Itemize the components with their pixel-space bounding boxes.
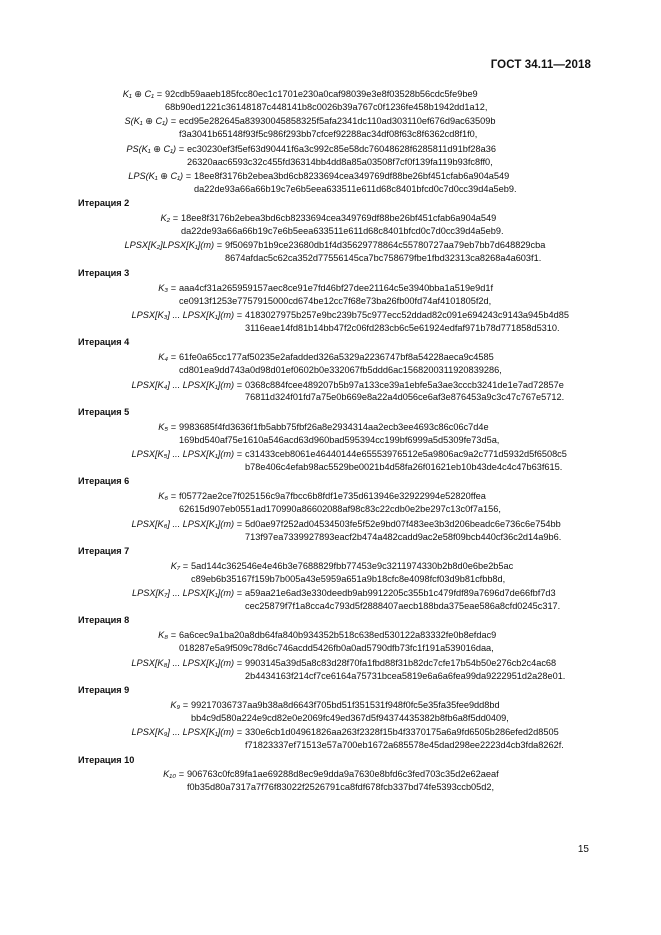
entry-value-line-2: f0b35d80a7317a7f76f83022f2526791ca8fdf678fcb337bd74fe5393ccb05d2, bbox=[187, 782, 495, 793]
entry-value-line-1: 99217036737aa9b38a8d6643f705bd51f351531f948f0fc5e35fa35fee9dd8bd bbox=[191, 699, 500, 710]
entry-label: LPSX[K₄] ... LPSX[K₁](m) = bbox=[131, 379, 242, 390]
entry-value-line-2: 3116eae14fd81b14bb47f2c06fd283cb6c5e61924edfaf971b78d771858d5310. bbox=[245, 322, 560, 333]
hash-entry bbox=[78, 239, 583, 265]
hash-entry bbox=[78, 170, 583, 196]
entry-value-line-2: 68b90ed1221c36148187c448141b8c0026b39a767c0f1236fe458b1942dd1a12, bbox=[165, 101, 488, 112]
hash-entry bbox=[78, 587, 583, 613]
entry-value-line-2: c89eb6b35167f159b7b005a43e5959a651a9b18cfc8e4098fcf03d9b81cfbb8d, bbox=[191, 573, 506, 584]
entry-label: LPSX[K₉] ... LPSX[K₁](m) = bbox=[131, 727, 242, 738]
hash-entry bbox=[78, 768, 583, 794]
entry-value-line-1: aaa4cf31a265959157aec8ce91e7fd46bf27dee21164c5e3940bba1a519e9d1f bbox=[179, 282, 494, 293]
entry-value-line-2: ce0913f1253e7757915000cd674be12cc7f68e73ba26fb00fd74af4101805f2d, bbox=[179, 295, 492, 306]
entry-value-line-2: 62615d907eb0551ad170990a86602088af98c83c22cdb0e2be297c13c0f7a156, bbox=[179, 504, 501, 515]
page-number: 15 bbox=[577, 844, 589, 855]
hash-entry bbox=[78, 518, 583, 544]
entry-value-line-2: b78e406c4efab98ac5529be0021b4d58fa26f01621eb10b43de4c4c47b63f615. bbox=[245, 461, 563, 472]
entry-value-line-1: f05772ae2ce7f025156c9a7fbcc6b8fdf1e735d613946e32922994e52820ffea bbox=[179, 491, 486, 502]
entry-label: K₇ = bbox=[170, 560, 188, 571]
entry-value-line-1: 6a6cec9a1ba20a8db64fa840b934352b518c638ed530122a83332fe0b8efdac9 bbox=[179, 630, 497, 641]
iteration-heading: Итерация 9 bbox=[78, 684, 130, 695]
entry-label: K₁ ⊕ C₁ = bbox=[122, 89, 162, 99]
hash-entry bbox=[78, 448, 583, 474]
iteration-heading: Итерация 4 bbox=[78, 337, 130, 348]
entry-value-line-2: 26320aac6593c32c455fd36314bb4dd8a85a03508f7cf0f139fa119b93fc8ff0, bbox=[187, 156, 493, 167]
entry-value-line-1: ec30230ef3f5ef63d90441f6a3c992c85e58dc76048628f6285811d91bf28a36 bbox=[187, 143, 496, 154]
iteration-heading: Итерация 10 bbox=[78, 754, 135, 765]
hash-entry bbox=[78, 88, 583, 114]
entry-value-line-1: 18ee8f3176b2ebea3bd6cb8233694cea349769df88be26bf451cfab6a904a549 bbox=[181, 213, 497, 224]
document-content bbox=[78, 88, 583, 796]
entry-label: LPSX[K₆] ... LPSX[K₁](m) = bbox=[131, 518, 242, 529]
hash-entry bbox=[78, 699, 583, 725]
hash-entry bbox=[78, 421, 583, 447]
entry-value-line-2: f3a3041b65148f93f5c986f293bb7cfcef92288ac34df08f63c8f6362cd8f1f0, bbox=[179, 129, 478, 140]
entry-label: K₁₀ = bbox=[163, 769, 184, 780]
iteration-heading: Итерация 5 bbox=[78, 406, 130, 417]
entry-label: K₆ = bbox=[158, 491, 176, 502]
entry-label: K₉ = bbox=[170, 699, 188, 710]
entry-value-line-1: 5ad144c362546e4e46b3e7688829fbb77453e9c3211974330b2b8d0e6be2b5ac bbox=[191, 560, 514, 571]
entry-label: K₂ = bbox=[160, 213, 178, 224]
iteration-heading: Итерация 6 bbox=[78, 476, 130, 487]
entry-value-line-1: 330e6cb1d04961826aa263f2328f15b4f3370175a6a9fd6505b286efed2d8505 bbox=[245, 727, 559, 738]
entry-value-line-1: 92cdb59aaeb185fcc80ec1c1701e230a0caf98039e3e8f03528b56cdc5fe9be9 bbox=[165, 89, 478, 99]
hash-entry bbox=[78, 490, 583, 516]
entry-value-line-1: a59aa21e6ad3e330deedb9ab9912205c355b1c479fdf89a7696d7de66fbf7d3 bbox=[245, 588, 556, 599]
entry-value-line-1: 5d0ae97f252ad04534503fe5f52e9bd07f483ee3b3d206beadc6e736c6e754bb bbox=[245, 518, 561, 529]
hash-entry bbox=[78, 657, 583, 683]
entry-label: K₄ = bbox=[158, 352, 176, 363]
entry-value-line-1: 9903145a39d5a8c83d28f70fa1fbd88f31b82dc7cfe17b54b50e276cb2c4ac68 bbox=[245, 657, 557, 668]
hash-entry bbox=[78, 560, 583, 586]
entry-value-line-1: 61fe0a65cc177af50235e2afadded326a5329a2236747bf8a54228aeca9c4585 bbox=[179, 352, 494, 363]
entry-value-line-2: 76811d324f01fd7a75e0b669e8a22a4d056ce6af3e876453a9c3c47c767e5712. bbox=[245, 392, 565, 403]
entry-label: LPSX[K₈] ... LPSX[K₁](m) = bbox=[131, 657, 242, 668]
entry-value-line-1: c31433ceb8061e46440144e65553976512e5a9806ac9a2c771d5932d5f6508c5 bbox=[245, 449, 567, 460]
entry-label: LPSX[K₅] ... LPSX[K₁](m) = bbox=[131, 449, 242, 460]
entry-label: K₈ = bbox=[158, 630, 176, 641]
document-id-header: ГОСТ 34.11—2018 bbox=[490, 59, 591, 71]
entry-value-line-2: da22de93a66a66b19c7e6b5eea633511e611d68c8401bfcd0c7d0cc39d4a5eb9. bbox=[194, 183, 517, 194]
entry-value-line-2: cd801ea9dd743a0d98d01ef0602b0e332067fb5ddd6ac1568200311920839286, bbox=[179, 365, 502, 376]
hash-entry bbox=[78, 143, 583, 169]
entry-value-line-1: 9f50697b1b9ce23680db1f4d35629778864c55780727aa79eb7bb7d648829cba bbox=[225, 240, 546, 251]
hash-entry bbox=[78, 629, 583, 655]
entry-label: LPSX[K₃] ... LPSX[K₁](m) = bbox=[131, 310, 242, 320]
iteration-heading: Итерация 8 bbox=[78, 615, 130, 626]
hash-entry bbox=[78, 726, 583, 752]
entry-value-line-2: 2b4434163f214cf7ce6164a75731bcea5819e6a6a6fea99da9222951d2a28e01. bbox=[245, 670, 566, 681]
hash-entry bbox=[78, 351, 583, 377]
entry-value-line-1: 18ee8f3176b2ebea3bd6cb8233694cea349769df88be26bf451cfab6a904a549 bbox=[194, 170, 510, 181]
entry-value-line-2: 169bd540af75e1610a546acd63d960bad595394cc199bf6999a5d5309fe73d5a, bbox=[179, 434, 500, 445]
entry-value-line-1: 9983685f4fd3636f1fb5abb75fbf26a8e2934314aa2ecb3ee4693c86c06c7d4e bbox=[179, 421, 489, 432]
entry-label: PS(K₁ ⊕ C₁) = bbox=[126, 143, 184, 154]
entry-label: K₃ = bbox=[158, 282, 176, 293]
iteration-heading: Итерация 3 bbox=[78, 267, 130, 278]
entry-value-line-2: 8674afdac5c62ca352d77556145ca7bc758679fbe1fbd32313ca8268a4a603f1. bbox=[225, 253, 542, 264]
entry-value-line-1: ecd95e282645a83930045858325f5afa2341dc110ad303110ef676d9ac63509b bbox=[179, 116, 496, 127]
entry-value-line-2: cec25879f7f1a8cca4c793d5f2888407aecb188bda375eae586a8cfd0245c317. bbox=[245, 601, 561, 612]
entry-label: LPSX[K₂]LPSX[K₁](m) = bbox=[124, 240, 222, 251]
entry-value-line-2: 713f97ea7339927893eacf2b474a482cadd9ac2e58f09bcb440cf36c2d14a9b6. bbox=[245, 531, 562, 542]
iteration-heading: Итерация 2 bbox=[78, 198, 130, 209]
entry-value-line-2: f71823337ef71513e57a700eb1672a685578e45dad298ee2223d4cb3fda8262f. bbox=[245, 740, 564, 751]
hash-entry bbox=[78, 115, 583, 141]
hash-entry bbox=[78, 212, 583, 238]
entry-value-line-2: da22de93a66a66b19c7e6b5eea633511e611d68c8401bfcd0c7d0cc39d4a5eb9. bbox=[181, 226, 504, 237]
entry-value-line-1: 0368c884fcee489207b5b97a133ce39a1ebfe5a3ae3cccb3241de1e7ad72857e bbox=[245, 379, 564, 390]
hash-entry bbox=[78, 282, 583, 308]
hash-entry bbox=[78, 379, 583, 405]
entry-label: LPSX[K₇] ... LPSX[K₁](m) = bbox=[131, 588, 242, 599]
entry-value-line-2: 018287e5a9f509c78d6c746acdd5426fb0a0ad5790dfb73fc1f191a539016daa, bbox=[179, 643, 494, 654]
entry-value-line-1: 4183027975b257e9bc239b75c977ecc52ddad82c091e694243c9143a945b4d85 bbox=[245, 310, 569, 320]
iteration-heading: Итерация 7 bbox=[78, 545, 130, 556]
entry-value-line-1: 906763c0fc89fa1ae69288d8ec9e9dda9a7630e8bfd6c3fed703c35d2e62aeaf bbox=[187, 769, 499, 780]
entry-label: K₅ = bbox=[158, 421, 176, 432]
hash-entry bbox=[78, 309, 583, 335]
entry-label: LPS(K₁ ⊕ C₁) = bbox=[128, 170, 191, 181]
entry-value-line-2: bb4c9d580a224e9cd82e0e2069fc49ed367d5f94374435382b8fb6a8f5dd0409, bbox=[191, 712, 509, 723]
entry-label: S(K₁ ⊕ C₁) = bbox=[124, 116, 176, 127]
